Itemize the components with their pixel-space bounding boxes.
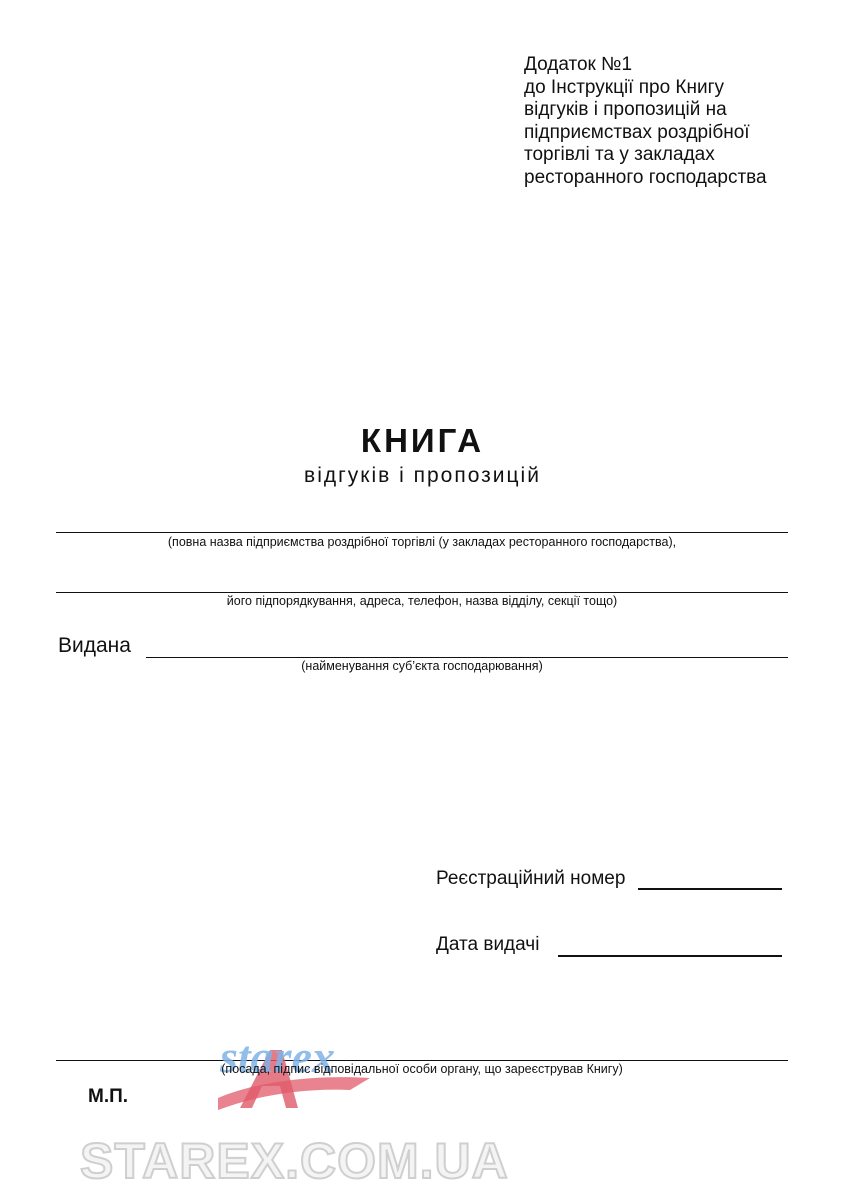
appendix-line: ресторанного господарства xyxy=(524,166,767,188)
logo-text: starex xyxy=(220,1031,335,1082)
book-subtitle: відгуків і пропозицій xyxy=(304,464,541,487)
appendix-line: до Інструкції про Книгу xyxy=(524,76,725,98)
book-title: КНИГА xyxy=(360,422,485,459)
appendix-line: підприємствах роздрібної xyxy=(524,121,750,143)
stamp-label: М.П. xyxy=(88,1086,129,1107)
signature-caption: (посада, підпис відповідальної особи органу, що зареєстрував Книгу) xyxy=(221,1062,623,1076)
registration-line[interactable] xyxy=(638,888,782,890)
registration-label: Реєстраційний номер xyxy=(436,868,626,889)
appendix-note xyxy=(524,54,824,190)
address-caption: його підпорядкування, адреса, телефон, назва відділу, секції тощо) xyxy=(226,594,618,608)
appendix-line: Додаток №1 xyxy=(524,54,633,75)
enterprise-caption: (повна назва підприємства роздрібної торгівлі (у закладах ресторанного господарства), xyxy=(167,535,677,549)
enterprise-line[interactable] xyxy=(56,532,788,533)
issued-label: Видана xyxy=(58,634,131,657)
issued-caption: (найменування суб’єкта господарювання) xyxy=(301,659,543,673)
appendix-line: відгуків і пропозицій на xyxy=(524,99,727,121)
date-line[interactable] xyxy=(558,955,782,957)
date-label: Дата видачі xyxy=(436,934,540,955)
issued-line[interactable] xyxy=(146,657,788,658)
watermark-text: STAREX.COM.UA xyxy=(80,1133,509,1189)
appendix-line: торгівлі та у закладах xyxy=(524,144,715,166)
address-line[interactable] xyxy=(56,592,788,593)
signature-line[interactable] xyxy=(56,1060,788,1061)
